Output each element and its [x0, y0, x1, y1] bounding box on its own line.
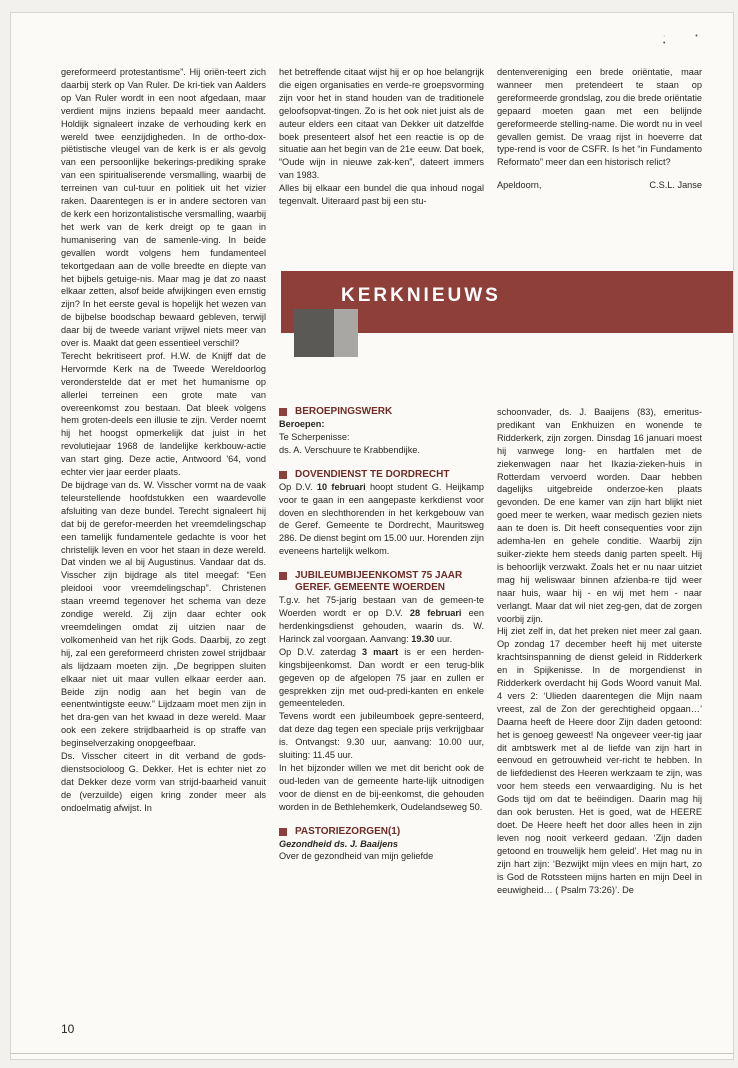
subheading: Gezondheid ds. J. Baaijens — [279, 838, 398, 849]
column-right-top — [497, 66, 702, 192]
page — [10, 12, 734, 1060]
paragraph: dentenvereniging een brede oriëntatie, maar wanneer men pretendeert te staan op gereformeerde grondslag, zou die brede oriëntatie gepaard moeten gaan met een belijnde gereformeerde stelling-name. Die wordt nu in veel gevallen gemist. De vraag rijst in hoeverre dat type-rend is voor de CSFR. Is het “in Fundamento Reformato” meer dan een historisch relict? — [497, 67, 702, 168]
paragraph: Op D.V. 10 februari hoopt student G. Heijkamp voor te gaan in een aangepaste kerkdienst voor doven en slechthorenden in het kerkgebouw van de Geref. Gemeente te Dordrecht, Mauritsweg 286. De dienst begint om 15.00 uur. Horenden zijn eveneens hartelijk welkom. — [279, 481, 484, 557]
bullet-square-icon — [279, 471, 287, 479]
paragraph: schoonvader, ds. J. Baaijens (83), emeritus-predikant van Enkhuizen en wonende te Ridderkerk, zijn zorgen. Dinsdag 16 januari moest hij vanwege long- en hartfalen met de ziekenwagen naar het Ikazia-zieken-huis in Rotterdam vervoerd worden. Daar hebben dagelijks uitgebreide onderzoe-ken plaats gevonden. De ene kamer van zijn hart blijkt niet goed meer te werken, waar medisch gezien niets aan te doen is. Dit heeft consequenties voor zijn ademha-len en gehele conditie. Waarbij zijn suiker-ziekte hem steeds danig parten speelt. Hij is behoorlijk verzwakt. Zoals het er nu naar uitziet mag hij weliswaar binnen afzienba-re tijd weer naar huis, waar hij - en wij met hem - naar verlangt. Maar dat wil niet zeg-gen, dat de zorgen voorbij zijn. — [497, 407, 702, 624]
paragraph: Terecht bekritiseert prof. H.W. de Knijff dat de Hervormde Kerk na de Tweede Wereldoorlog veronderstelde dat er met het humanisme op allerlei terreinen een grote mate van overeenkomst zou bestaan. Dat bleek volgens hem groten-deels een illusie te zijn. Verder noemt hij het hoogst opmerkelijk dat juist in het revolutiejaar 1968 de landelijke kerkbouw-actie van start ging. Deze actie, Antwoord '64, vond echter vier jaar eerder plaats. — [61, 350, 266, 478]
paragraph: In het bijzonder willen we met dit bericht ook de oud-leden van de gemeente harte-lijk uitnodigen voor de dienst en de bij-eenkomst, die gehouden worden in de Bethlehemkerk, Oudelandseweg 50. — [279, 762, 484, 812]
signature — [497, 179, 702, 192]
heading-dovendienst: DOVENDIENST TE DORDRECHT — [279, 469, 484, 481]
column-middle-top — [279, 66, 484, 208]
bullet-square-icon — [279, 572, 287, 580]
paragraph: Ds. Visscher citeert in dit verband de gods-dienstsocioloog G. Dekker. Het is echter niet zo dat Dekker deze vorm van strijd-baarheid vanuit de (verzuilde) eigen kring zonder meer als ondoelmatig afwijst. In — [61, 751, 266, 813]
paragraph: Alles bij elkaar een bundel die qua inhoud nogal tegenvalt. Uiteraard past bij een stu- — [279, 183, 484, 207]
heading-jubileum: JUBILEUMBIJEENKOMST 75 JAAR GEREF. GEMEENTE WOERDEN — [279, 570, 484, 594]
signature-author: C.S.L. Janse — [649, 180, 702, 191]
signature-place: Apeldoorn, — [497, 180, 542, 191]
paragraph: Over de gezondheid van mijn geliefde — [279, 851, 434, 862]
column-left — [61, 66, 266, 815]
text-line: ds. A. Verschuure te Krabbendijke. — [279, 444, 420, 455]
heading-beroepingswerk: BEROEPINGSWERK — [279, 406, 484, 418]
banner-decoration-light — [334, 309, 358, 357]
paragraph: T.g.v. het 75-jarig bestaan van de gemeen-te Woerden wordt er op D.V. 28 februari een herdenkingsdienst gehouden, waarin ds. W. Harinck zal voorgaan. Aanvang: 19.30 uur. — [279, 595, 484, 644]
page-number: 10 — [61, 1022, 75, 1036]
bullet-square-icon — [279, 828, 287, 836]
subheading: Beroepen: — [279, 419, 325, 429]
bottom-rule — [11, 1053, 733, 1054]
heading-pastorie: PASTORIEZORGEN(1) — [279, 826, 484, 838]
corner-marks: · • • — [663, 33, 712, 47]
paragraph: gereformeerd protestantisme”. Hij oriën-teert zich daarbij sterk op Van Ruler. De kri-tiek van Aalders op Van Ruler wordt in een noot afgedaan, maar verdient mijns inziens bepaald meer aandacht. Holdijk signaleert inzake de verhouding kerk en wereld twee eenzijdigheden. In de ortho-dox-piëtistische vleugel van de kerk is er als gevolg van een persoonlijke bekerings-prediking sprake van een spiritualiserende versmalling, waarbij de terreinen van cul-tuur en politiek uit het vizier raken. Daarentegen is er in andere sectoren van de kerk een horizontalistische versmalling, waarbij het werk van de kerk dreigt op te gaan in humanisering van de samenle-ving. In beide gevallen wordt volgens hem fundamenteel tekortgedaan aan de volle breedte en diepte van het bijbels getuige-nis. Maar mag je dat zo naast elkaar zetten, alsof beide afwijkingen even ernstig zijn? In het eerste geval is hopelijk het wezen van de bijbelse boodschap bewaard gebleven, terwijl daar bij de tweede variant vrijwel niets meer van over is. Maakt dat geen essentieel verschil? — [61, 67, 266, 349]
column-middle-news — [279, 406, 484, 863]
column-right-news — [497, 406, 702, 896]
banner-decoration-dark — [294, 309, 334, 357]
paragraph: Tevens wordt een jubileumboek gepre-senteerd, dat deze dag tegen een speciale prijs verkrijgbaar is. Ontvangst: 9.30 uur, aanvang: 10.00 uur, sluiting: 11.45 uur. — [279, 711, 484, 761]
paragraph: het betreffende citaat wijst hij er op hoe belangrijk die eigen organisaties en verde-re groepsvorming zijn voor het in stand houden van de traditionele geloofsopvat-tingen. Zo is het ook niet juist als de auteur elders een citaat van Dekker uit datzelfde boek presenteert alsof het een reactie is op de situatie aan het begin van de 21e eeuw. Dat boek, “Oude wijn in nieuwe zak-ken”, dateert immers van 1983. — [279, 67, 484, 181]
paragraph: De bijdrage van ds. W. Visscher vormt na de vaak teleurstellende hoofdstukken een waardevolle afsluiting van deze bundel. Terecht signaleert hij dat bij de gerefor-meerden het vreemdelingschap een tamelijk fundamentele gedachte is voor het christelijk leven en voor het staan in deze wereld. Dat vinden we al bij Augustinus. Vandaar dat ds. Visscher zijn bijdrage als titel meegaf: “Een pleidooi voor vreemdelingschap”. Christenen staan vreemd tegenover het schema van deze zondige wereld. Zij zijn daar echter ook vreemdelingen omdat zij uitzien naar de volkomenheid van het rijk Gods. Daarbij, zo zegt hij, zal een gereformeerd christen zowel strijdbaar als lijdzaam moeten zijn. „De begrippen sluiten elkaar niet uit maar vullen elkaar eerder aan. Beide zijn nodig aan het begin van de eenentwintigste eeuw.” Lijdzaam moet men zijn in het dra-gen van het kwaad in deze wereld. Maar ook een zekere strijdbaarheid is op straffe van beginselverzaking onopgeefbaar. — [61, 480, 266, 749]
section-title: KERKNIEUWS — [341, 285, 501, 306]
paragraph: Hij ziet zelf in, dat het preken niet meer zal gaan. Op zondag 17 december heeft hij met uiterste krachtsinspanning de dienst geleid in Ridderkerk en in Spijkenisse. In de morgendienst in Ridderkerk overdacht hij Gods Woord vanuit Mal. 4 vers 2: ‘Ulieden daarentegen die Mijn naam vreest, zal de Zon der gerechtigheid opgaan…’ Daarna heeft de Heere door Zijn daden getoond: het is genoeg geweest! Na ongeveer veer-tig jaar dit ambtswerk met al de liefde van zijn hart in eenvoud en getrouwheid ver-richt te hebben. In de liefdedienst des Heeren werkzaam te zijn, was voor hem steeds een verwaardiging. Nu is het Gods tijd om dat te beëindigen. Daarin mag hij dan ook berusten. Het is goed, wat de HEERE doet. De Heere heeft het door alles heen in zijn leven nog nooit verkeerd gedaan. ‘Zijn daden getoond en trouwelijk hem geleid’. Het mag nu in zijn hart zijn: ‘Bezwijkt mijn vlees en mijn hart, zo is God de Rotssteen mijns harten en mijn Deel in eeuwigheid… ( Psalm 73:26)’. De — [497, 626, 702, 895]
paragraph: Op D.V. zaterdag 3 maart is er een herden-kingsbijeenkomst. Dan wordt er een terug-blik gegeven op de afgelopen 75 jaar en zullen er gesprekken zijn met oud-predi-kanten en enkele gemeenteleden. — [279, 646, 484, 709]
bullet-square-icon — [279, 408, 287, 416]
text-line: Te Scherpenisse: — [279, 431, 350, 442]
